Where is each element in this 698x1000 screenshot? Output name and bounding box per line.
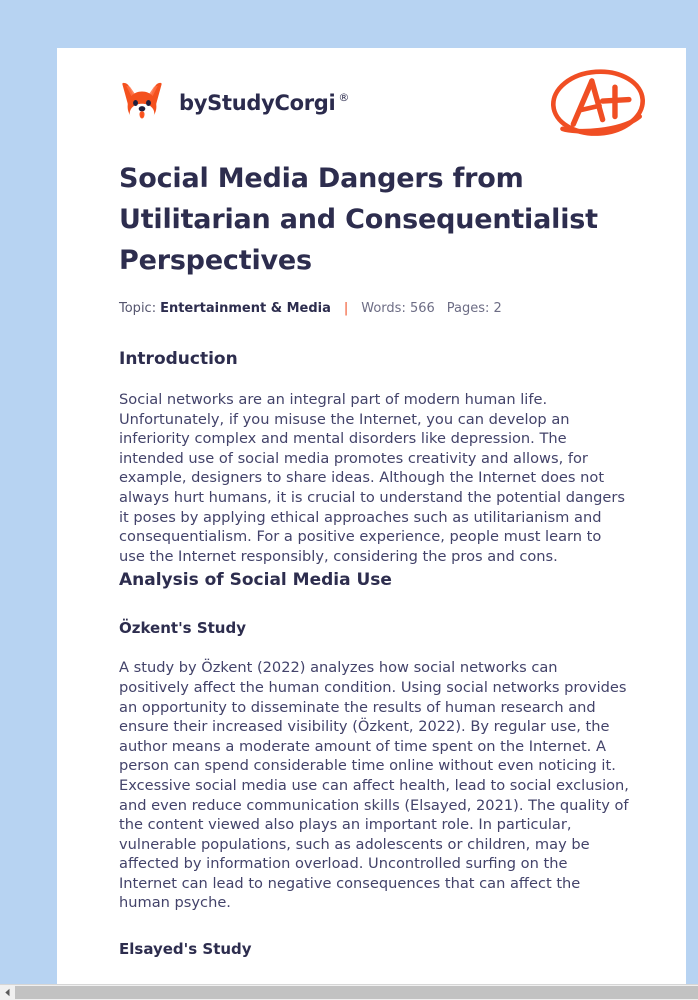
section-heading-introduction: Introduction <box>119 349 238 369</box>
page-count: Pages: 2 <box>446 301 502 316</box>
section-heading-ozkent-study: Özkent's Study <box>119 619 246 638</box>
section-heading-analysis: Analysis of Social Media Use <box>119 570 392 591</box>
document-header <box>57 48 686 158</box>
document-meta <box>119 301 630 316</box>
document-body <box>57 158 686 1000</box>
document-sheet <box>57 48 686 1000</box>
topic-label: Topic: <box>119 301 157 316</box>
page-title: Social Media Dangers from Utilitarian and Consequentialist Perspectives <box>119 163 598 276</box>
a-plus-grade-icon <box>544 62 652 144</box>
scroll-left-button[interactable] <box>0 985 15 1000</box>
brand-name: StudyCorgi <box>207 91 336 115</box>
chevron-left-icon <box>4 988 11 997</box>
meta-separator: | <box>343 301 349 316</box>
word-count: Words: 566 <box>361 301 435 316</box>
scrollbar-thumb[interactable] <box>15 986 698 999</box>
section-paragraph-ozkent-study: A study by Özkent (2022) analyzes how social networks can positively affect the human condition. Using social networks provides an opportunity to disseminate the results of human research and ensure their increased visibility (Özkent, 2022). By regular use, the author means a moderate amount of time spent on the Internet. A person can spend considerable time online without even noticing it. Excessive social media use can affect health, lead to social exclusion, and even reduce communication skills (Elsayed, 2021). The quality of the content viewed also plays an important role. In particular, vulnerable populations, such as adolescents or children, may be affected by information overload. Uncontrolled surfing on the Internet can lead to negative consequences that can affect the human psyche. <box>119 659 629 912</box>
scrollbar-track[interactable] <box>15 985 698 1000</box>
horizontal-scrollbar[interactable] <box>0 984 698 1000</box>
registered-trademark-icon: ® <box>338 91 350 104</box>
section-heading-elsayed-study: Elsayed's Study <box>119 940 252 959</box>
brand-wordmark <box>179 91 349 115</box>
studycorgi-branding[interactable] <box>119 80 349 126</box>
corgi-head-icon <box>119 80 165 126</box>
section-paragraph-introduction: Social networks are an integral part of modern human life. Unfortunately, if you misuse the Internet, you can develop an inferiority complex and mental disorders like depression. The intended use of social media promotes creativity and allows, for example, designers to share ideas. Although the Internet does not always hurt humans, it is crucial to understand the potential dangers it poses by applying ethical approaches such as utilitarianism and consequentialism. For a positive experience, people must learn to use the Internet responsibly, considering the pros and cons. <box>119 391 625 565</box>
topic-value[interactable]: Entertainment & Media <box>160 301 331 316</box>
brand-prefix: by <box>179 91 208 115</box>
